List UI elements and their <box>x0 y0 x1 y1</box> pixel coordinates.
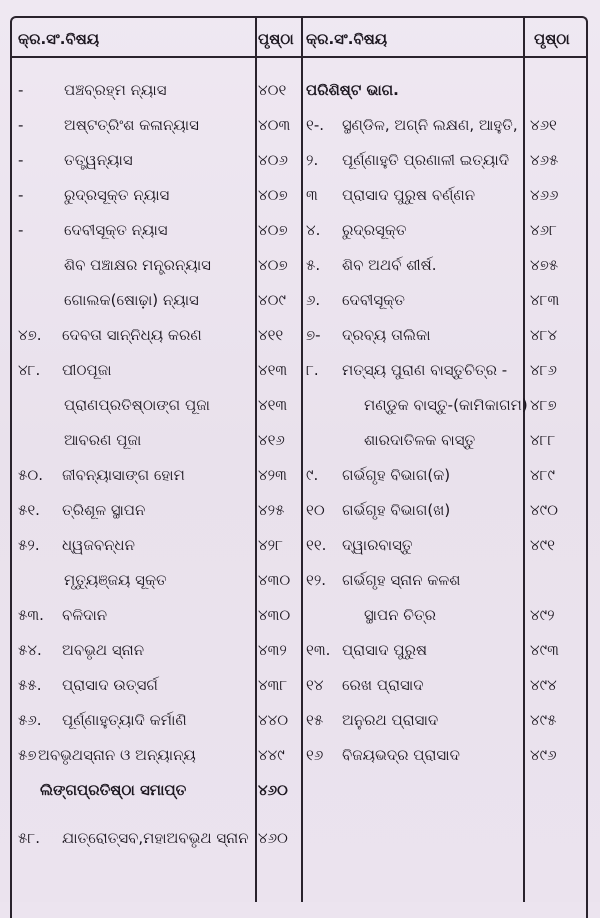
entry-page-number: ୪୯୦ <box>530 501 558 519</box>
entry-title: ଧ୍ୱଜବନ୍ଧନ <box>62 536 135 554</box>
entry-title: ମୃତ୍ୟୁଞ୍ଜୟ ସୂକ୍ତ <box>64 571 167 589</box>
entry-title: ତତ୍ତ୍ୱନ୍ୟାସ <box>64 151 133 169</box>
right-serial-subject-header: କ୍ର.ସଂ.ବିଷୟ <box>306 30 388 48</box>
entry-number: ୫୨. <box>18 536 40 554</box>
entry-number: ୧୪ <box>306 676 324 694</box>
entry-number: ୪୮. <box>18 361 41 379</box>
entry-page-number: ୪୩୮ <box>258 676 288 694</box>
entry-number: ୧୫ <box>306 711 324 729</box>
entry-page-number: ୪୬୦ <box>258 829 288 847</box>
entry-number: ୫୬. <box>18 711 42 729</box>
entry-title: ପଞ୍ଚବ୍ରହ୍ମ ନ୍ୟାସ <box>64 81 167 99</box>
right-index-row <box>0 111 600 139</box>
entry-number: ୧୦ <box>306 501 325 519</box>
entry-number: ୪. <box>306 221 321 239</box>
entry-title: ସ୍ଥଣ୍ଡିଳ, ଅଗ୍ନି ଲକ୍ଷଣ, ଆହୁତି, <box>342 116 518 134</box>
entry-title: ମଣ୍ଡୁକ ବାସ୍ତୁ-(କାମିକାଗମ) <box>364 396 528 414</box>
entry-title: ଗର୍ଭଗୃହ ସ୍ନାନ କଳଶ <box>342 571 461 589</box>
right-index-row <box>0 426 600 454</box>
entry-page-number: ୪୩୦ <box>258 571 291 589</box>
entry-number: - <box>18 151 24 169</box>
entry-title: ପ୍ରାଣପ୍ରତିଷ୍ଠାଙ୍ଗ ପୂଜା <box>64 396 210 414</box>
entry-title: ପୀଠପୂଜା <box>62 361 112 379</box>
entry-title: ବଳିଦାନ <box>62 606 108 624</box>
entry-page-number: ୪୭୫ <box>530 256 559 274</box>
entry-page-number: ୪୬୦ <box>258 781 288 799</box>
right-index-row <box>0 356 600 384</box>
right-index-row <box>0 251 600 279</box>
right-index-row <box>0 741 600 769</box>
entry-page-number: ୪୬୬ <box>530 186 559 204</box>
right-index-row <box>0 636 600 664</box>
entry-number: ୫୮. <box>18 829 40 847</box>
entry-page-number: ୪୦୧ <box>258 81 287 99</box>
right-index-row <box>0 181 600 209</box>
entry-page-number: ୪୯୪ <box>530 676 557 694</box>
entry-number: ୫୭ <box>18 746 37 764</box>
left-page-header: ପୃଷ୍ଠା <box>258 30 294 48</box>
entry-number: ୯. <box>306 466 319 484</box>
entry-page-number: ୪୦୩ <box>258 116 291 134</box>
entry-number: ୫୦. <box>18 466 43 484</box>
entry-title: ସ୍ଥାପନ ଚିତ୍ର <box>364 606 437 624</box>
right-page-header: ପୃଷ୍ଠା <box>534 30 570 48</box>
left-index-row <box>0 824 300 852</box>
right-index-row <box>0 531 600 559</box>
entry-title: ରୁଦ୍ରସୂକ୍ତ ନ୍ୟାସ <box>64 186 170 204</box>
entry-page-number: ୪୦୬ <box>258 151 288 169</box>
header-divider <box>10 56 586 58</box>
entry-title: ଲିଙ୍ଗପ୍ରତିଷ୍ଠା ସମାପ୍ତ <box>40 781 187 799</box>
entry-title: ଗର୍ଭଗୃହ ବିଭାଗ(ଖ) <box>342 501 451 519</box>
right-index-row <box>0 146 600 174</box>
entry-page-number: ୪୯୫ <box>530 711 557 729</box>
left-index-row <box>0 76 300 104</box>
entry-title: ଆବରଣ ପୂଜା <box>64 431 142 449</box>
entry-page-number: ୪୯୧ <box>530 536 555 554</box>
entry-number: ୩ <box>306 186 318 204</box>
right-index-row <box>0 601 600 629</box>
entry-page-number: ୪୨୮ <box>258 536 283 554</box>
entry-page-number: ୪୧୩ <box>258 396 288 414</box>
entry-title: ଅଷ୍ଟତ୍ରିଂଶ କଳାନ୍ୟାସ <box>64 116 199 134</box>
entry-title: ଅବଭୃଥ ସ୍ନାନ <box>62 641 145 659</box>
entry-page-number: ୪୯୬ <box>530 746 557 764</box>
entry-number: ୮. <box>306 361 319 379</box>
entry-page-number: ୪୮୬ <box>530 361 557 379</box>
entry-number: ୧୨. <box>306 571 327 589</box>
entry-title: ଦେବତା ସାନ୍ନିଧ୍ୟ କରଣ <box>62 326 202 344</box>
right-index-row <box>0 706 600 734</box>
entry-page-number: ୪୧୬ <box>258 431 285 449</box>
entry-title: ପ୍ରାସାଦ ପୁରୁଷ ବର୍ଣ୍ଣନ <box>342 186 476 204</box>
entry-title: ଦ୍ୱାରବାସ୍ତୁ <box>342 536 413 554</box>
entry-title: ରୁଦ୍ରସୂକ୍ତ <box>342 221 407 239</box>
entry-number: ୫୫. <box>18 676 42 694</box>
entry-number: - <box>18 116 24 134</box>
entry-page-number: ୪୦୯ <box>258 291 286 309</box>
entry-number: ୧୬ <box>306 746 324 764</box>
entry-page-number: ୪୦୭ <box>258 256 288 274</box>
entry-page-number: ୪୮୪ <box>530 326 558 344</box>
entry-page-number: ୪୮୭ <box>530 396 557 414</box>
entry-title: ଗର୍ଭଗୃହ ବିଭାଗ(କ) <box>342 466 451 484</box>
entry-page-number: ୪୦୭ <box>258 186 288 204</box>
entry-title: ଶାରଦାତିଳକ ବାସ୍ତୁ <box>364 431 476 449</box>
entry-number: ୧-. <box>306 116 324 134</box>
entry-title: ଦେବୀସୂକ୍ତ ନ୍ୟାସ <box>64 221 168 239</box>
entry-page-number: ୪୯୨ <box>530 606 555 624</box>
appendix-section-title: ପରିଶିଷ୍ଟ ଭାଗ. <box>306 81 399 99</box>
entry-title: ଗୋଲକ(ଷୋଢ଼ା) ନ୍ୟାସ <box>64 291 199 309</box>
entry-page-number: ୪୮୯ <box>530 466 555 484</box>
right-index-row <box>0 566 600 594</box>
entry-number: ୭- <box>306 326 321 344</box>
entry-title: ପ୍ରାସାଦ ଉତ୍ସର୍ଗ <box>62 676 158 694</box>
entry-number: ୪୭. <box>18 326 42 344</box>
right-index-row <box>0 216 600 244</box>
entry-title: ଶିବ ପଞ୍ଚାକ୍ଷର ମନ୍ତ୍ରନ୍ୟାସ <box>64 256 211 274</box>
left-index-row <box>0 776 300 804</box>
entry-title: ପୂର୍ଣ୍ଣାହୁତ୍ୟାଦି କର୍ମାଣି <box>62 711 187 729</box>
entry-page-number: ୪୪୦ <box>258 711 289 729</box>
entry-page-number: ୪୮୮ <box>530 431 556 449</box>
entry-title: ମତ୍ସ୍ୟ ପୁରାଣ ବାସ୍ତୁଚିତ୍ର - <box>342 361 508 379</box>
entry-number: - <box>18 186 24 204</box>
entry-title: ପ୍ରାସାଦ ପୁରୁଷ <box>342 641 428 659</box>
entry-title: ଶିବ ଅଥର୍ବ ଶୀର୍ଷ. <box>342 256 437 274</box>
entry-page-number: ୪୧୧ <box>258 326 284 344</box>
entry-page-number: ୪୬୫ <box>530 151 559 169</box>
entry-title: ରେଖ ପ୍ରାସାଦ <box>342 676 424 694</box>
right-index-row <box>0 671 600 699</box>
entry-title: ତ୍ରିଶୂଳ ସ୍ଥାପନ <box>62 501 146 519</box>
entry-number: ୨. <box>306 151 319 169</box>
entry-number: ୫୧. <box>18 501 40 519</box>
entry-page-number: ୪୨୩ <box>258 466 287 484</box>
entry-title: ଜୀବନ୍ୟାସାଙ୍ଗ ହୋମ <box>62 466 185 484</box>
entry-page-number: ୪୩୨ <box>258 641 287 659</box>
entry-page-number: ୪୩୦ <box>258 606 291 624</box>
entry-page-number: ୪୬୧ <box>530 116 557 134</box>
left-serial-subject-header: କ୍ର.ସଂ.ବିଷୟ <box>18 30 100 48</box>
right-index-row <box>0 461 600 489</box>
entry-title: ଯାତ୍ରୋତ୍ସବ,ମହାଅବଭୃଥ ସ୍ନାନ <box>62 829 249 847</box>
entry-page-number: ୪୪୯ <box>258 746 285 764</box>
entry-number: - <box>18 221 24 239</box>
right-index-row <box>0 321 600 349</box>
entry-number: ୫୪. <box>18 641 42 659</box>
entry-page-number: ୪୬୮ <box>530 221 557 239</box>
entry-number: - <box>18 81 24 99</box>
entry-page-number: ୪୧୩ <box>258 361 288 379</box>
entry-number: ୫. <box>306 256 321 274</box>
entry-page-number: ୪୦୭ <box>258 221 288 239</box>
entry-number: ୫୩. <box>18 606 44 624</box>
right-index-row <box>0 286 600 314</box>
entry-title: ଅବଭୃଥସ୍ନାନ ଓ ଅନ୍ୟାନ୍ୟ <box>38 746 196 764</box>
entry-title: ଅନୁରଥ ପ୍ରାସାଦ <box>342 711 439 729</box>
entry-number: ୧୧. <box>306 536 327 554</box>
entry-number: ୧୩. <box>306 641 331 659</box>
entry-title: ଦେବୀସୂକ୍ତ <box>342 291 405 309</box>
entry-title: ଦ୍ରବ୍ୟ ତାଲିକା <box>342 326 431 344</box>
entry-number: ୬. <box>306 291 321 309</box>
entry-page-number: ୪୮୩ <box>530 291 560 309</box>
entry-page-number: ୪୯୩ <box>530 641 559 659</box>
entry-title: ପୂର୍ଣ୍ଣାହୁତି ପ୍ରଣାଳୀ ଇତ୍ୟାଦି <box>342 151 510 169</box>
right-index-row <box>0 391 600 419</box>
entry-title: ବିଜୟଭଦ୍ର ପ୍ରାସାଦ <box>342 746 460 764</box>
right-index-row <box>0 496 600 524</box>
entry-page-number: ୪୨୫ <box>258 501 285 519</box>
